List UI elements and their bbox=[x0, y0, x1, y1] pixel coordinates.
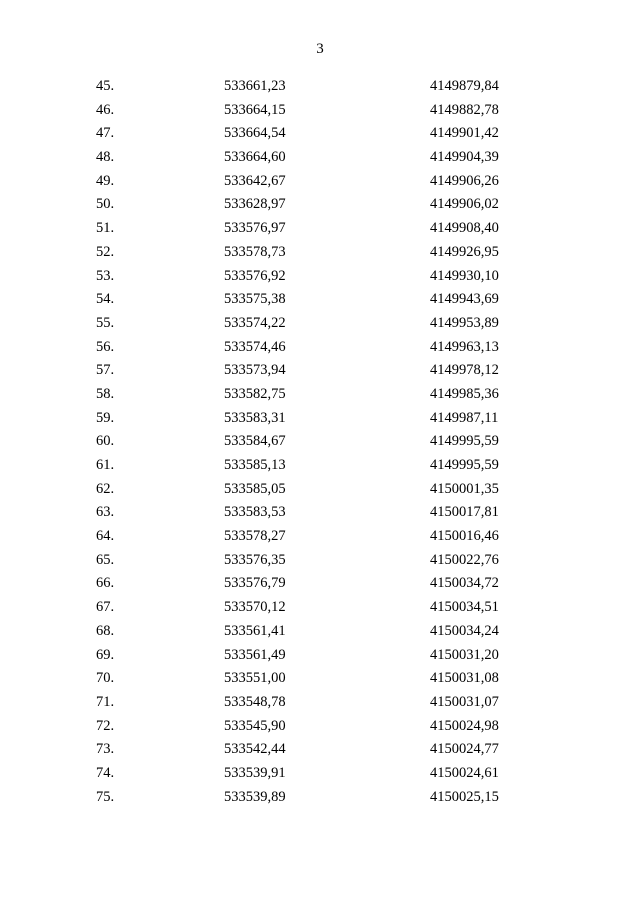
point-number: 50. bbox=[96, 196, 115, 213]
x-coordinate: 533578,27 bbox=[224, 528, 286, 545]
y-coordinate: 4149943,69 bbox=[430, 291, 499, 308]
y-coordinate: 4150034,51 bbox=[430, 599, 499, 616]
table-row bbox=[0, 336, 640, 360]
y-coordinate: 4150031,20 bbox=[430, 646, 499, 663]
x-coordinate: 533570,12 bbox=[224, 599, 286, 616]
point-number: 56. bbox=[96, 338, 115, 355]
point-number: 61. bbox=[96, 457, 115, 473]
point-number: 51. bbox=[96, 220, 115, 237]
table-row bbox=[0, 549, 640, 573]
point-number: 68. bbox=[96, 622, 115, 639]
table-row bbox=[0, 193, 640, 217]
point-number: 70. bbox=[96, 670, 115, 687]
y-coordinate: 4150017,81 bbox=[430, 504, 499, 521]
y-coordinate: 4149995,59 bbox=[430, 457, 499, 473]
table-row bbox=[0, 786, 640, 810]
point-number: 64. bbox=[96, 528, 115, 545]
x-coordinate: 533561,49 bbox=[224, 646, 286, 663]
point-number: 45. bbox=[96, 78, 115, 94]
y-coordinate: 4149995,59 bbox=[430, 433, 499, 450]
page-number: 3 bbox=[316, 41, 324, 57]
table-row bbox=[0, 478, 640, 502]
y-coordinate: 4150034,72 bbox=[430, 575, 499, 592]
point-number: 58. bbox=[96, 385, 115, 402]
x-coordinate: 533578,73 bbox=[224, 243, 286, 260]
x-coordinate: 533661,23 bbox=[224, 78, 286, 94]
y-coordinate: 4149906,02 bbox=[430, 196, 499, 213]
x-coordinate: 533583,31 bbox=[224, 409, 286, 426]
x-coordinate: 533584,67 bbox=[224, 433, 286, 450]
y-coordinate: 4149953,89 bbox=[430, 314, 499, 331]
point-number: 60. bbox=[96, 433, 115, 450]
x-coordinate: 533573,94 bbox=[224, 362, 286, 379]
point-number: 54. bbox=[96, 291, 115, 308]
x-coordinate: 533582,75 bbox=[224, 385, 286, 402]
x-coordinate: 533628,97 bbox=[224, 196, 286, 213]
point-number: 73. bbox=[96, 741, 115, 758]
y-coordinate: 4150024,61 bbox=[430, 764, 499, 781]
point-number: 65. bbox=[96, 551, 115, 568]
x-coordinate: 533576,79 bbox=[224, 575, 286, 592]
y-coordinate: 4149906,26 bbox=[430, 172, 499, 189]
x-coordinate: 533539,91 bbox=[224, 764, 286, 781]
table-row bbox=[0, 383, 640, 407]
table-row bbox=[0, 217, 640, 241]
point-number: 53. bbox=[96, 267, 115, 284]
y-coordinate: 4149904,39 bbox=[430, 149, 499, 166]
point-number: 49. bbox=[96, 172, 115, 189]
table-row bbox=[0, 99, 640, 123]
y-coordinate: 4150031,07 bbox=[430, 693, 499, 710]
table-row bbox=[0, 407, 640, 431]
table-row bbox=[0, 667, 640, 691]
y-coordinate: 4149882,78 bbox=[430, 101, 499, 118]
y-coordinate: 4149901,42 bbox=[430, 125, 499, 142]
table-row bbox=[0, 525, 640, 549]
x-coordinate: 533542,44 bbox=[224, 741, 286, 758]
point-number: 71. bbox=[96, 693, 115, 710]
x-coordinate: 533585,13 bbox=[224, 457, 286, 473]
y-coordinate: 4149978,12 bbox=[430, 362, 499, 379]
table-row bbox=[0, 312, 640, 336]
y-coordinate: 4149908,40 bbox=[430, 220, 499, 237]
table-row bbox=[0, 265, 640, 289]
table-row bbox=[0, 75, 640, 99]
point-number: 47. bbox=[96, 125, 115, 142]
table-row bbox=[0, 359, 640, 383]
table-row bbox=[0, 288, 640, 312]
table-row bbox=[0, 170, 640, 194]
x-coordinate: 533574,46 bbox=[224, 338, 286, 355]
coordinate-table bbox=[0, 75, 640, 809]
table-row bbox=[0, 146, 640, 170]
y-coordinate: 4150025,15 bbox=[430, 788, 499, 805]
y-coordinate: 4149930,10 bbox=[430, 267, 499, 284]
table-row bbox=[0, 122, 640, 146]
y-coordinate: 4149963,13 bbox=[430, 338, 499, 355]
y-coordinate: 4150022,76 bbox=[430, 551, 499, 568]
x-coordinate: 533575,38 bbox=[224, 291, 286, 308]
table-row bbox=[0, 715, 640, 739]
point-number: 66. bbox=[96, 575, 115, 592]
y-coordinate: 4150024,77 bbox=[430, 741, 499, 758]
x-coordinate: 533576,97 bbox=[224, 220, 286, 237]
x-coordinate: 533551,00 bbox=[224, 670, 286, 687]
y-coordinate: 4150031,08 bbox=[430, 670, 499, 687]
table-row bbox=[0, 644, 640, 668]
point-number: 57. bbox=[96, 362, 115, 379]
table-row bbox=[0, 620, 640, 644]
point-number: 55. bbox=[96, 314, 115, 331]
y-coordinate: 4150024,98 bbox=[430, 717, 499, 734]
table-row bbox=[0, 430, 640, 454]
x-coordinate: 533539,89 bbox=[224, 788, 286, 805]
y-coordinate: 4149985,36 bbox=[430, 385, 499, 402]
table-row bbox=[0, 241, 640, 265]
point-number: 62. bbox=[96, 480, 115, 497]
x-coordinate: 533576,92 bbox=[224, 267, 286, 284]
table-row bbox=[0, 454, 640, 478]
y-coordinate: 4149987,11 bbox=[430, 409, 499, 426]
x-coordinate: 533585,05 bbox=[224, 480, 286, 497]
point-number: 75. bbox=[96, 788, 115, 805]
point-number: 63. bbox=[96, 504, 115, 521]
table-row bbox=[0, 762, 640, 786]
x-coordinate: 533574,22 bbox=[224, 314, 286, 331]
table-row bbox=[0, 501, 640, 525]
x-coordinate: 533548,78 bbox=[224, 693, 286, 710]
x-coordinate: 533664,60 bbox=[224, 149, 286, 166]
y-coordinate: 4149926,95 bbox=[430, 243, 499, 260]
point-number: 69. bbox=[96, 646, 115, 663]
table-row bbox=[0, 572, 640, 596]
point-number: 52. bbox=[96, 243, 115, 260]
table-row bbox=[0, 691, 640, 715]
y-coordinate: 4149879,84 bbox=[430, 78, 499, 94]
x-coordinate: 533642,67 bbox=[224, 172, 286, 189]
x-coordinate: 533664,15 bbox=[224, 101, 286, 118]
point-number: 67. bbox=[96, 599, 115, 616]
y-coordinate: 4150016,46 bbox=[430, 528, 499, 545]
table-row bbox=[0, 738, 640, 762]
x-coordinate: 533545,90 bbox=[224, 717, 286, 734]
table-row bbox=[0, 596, 640, 620]
x-coordinate: 533664,54 bbox=[224, 125, 286, 142]
x-coordinate: 533561,41 bbox=[224, 622, 286, 639]
x-coordinate: 533576,35 bbox=[224, 551, 286, 568]
point-number: 72. bbox=[96, 717, 115, 734]
point-number: 59. bbox=[96, 409, 115, 426]
point-number: 74. bbox=[96, 764, 115, 781]
y-coordinate: 4150001,35 bbox=[430, 480, 499, 497]
point-number: 46. bbox=[96, 101, 115, 118]
y-coordinate: 4150034,24 bbox=[430, 622, 499, 639]
x-coordinate: 533583,53 bbox=[224, 504, 286, 521]
point-number: 48. bbox=[96, 149, 115, 166]
